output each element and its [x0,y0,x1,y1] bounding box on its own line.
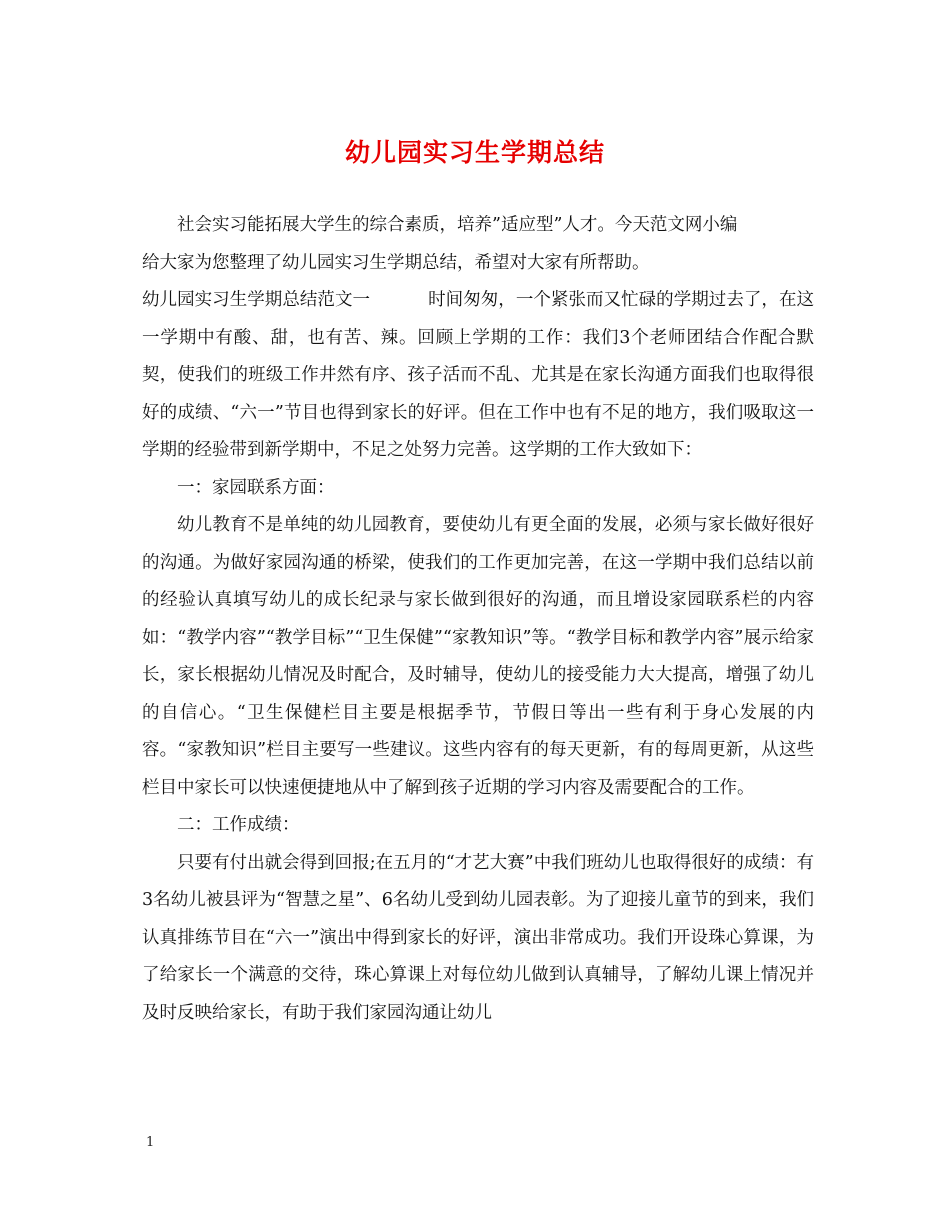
section-2-heading: 二：工作成绩： [177,815,300,835]
intro-paragraph [142,207,814,282]
sample-paragraph-rest: 在这一学期中有酸、甜，也有苦、辣。回顾上学期的工作：我们3个老师团结合作配合默契，使我们的班级工作井然有序、孩子活而不乱、尤其是在家长沟通方面我们也取得很好的成绩、“六一”节目也得到家长的好评。但在工作中也有不足的地方，我们吸取这一学期的经验带到新学期中，不足之处努力完善。这学期的工作大致如下： [142,290,815,460]
sample-first-line: 时间匆匆，一个紧张而又忙碌的学期过去了， [428,290,779,310]
section-2-body: 只要有付出就会得到回报;在五月的“才艺大赛”中我们班幼儿也取得很好的成绩：有3名幼儿被县评为“智慧之星”、6名幼儿受到幼儿园表彰。为了迎接儿童节的到来，我们认真排练节目在“六一”演出中得到家长的好评，演出非常成功。我们开设珠心算课，为了给家长一个满意的交待，珠心算课上对每位幼儿做到认真辅导，了解幼儿课上情况并及时反映给家长，有助于我们家园沟通让幼儿 [142,852,814,1023]
sample-heading: 幼儿园实习生学期总结范文一 [142,290,371,310]
intro-line-1: 社会实习能拓展大学生的综合素质，培养”适应型”人才。今天范文网小编 [177,215,738,235]
sample-paragraph [142,282,814,470]
page-number: 1 [146,1135,155,1150]
section-1-heading: 一：家园联系方面： [177,477,335,498]
section-1-body: 幼儿教育不是单纯的幼儿园教育，要使幼儿有更全面的发展，必须与家长做好很好的沟通。为做好家园沟通的桥梁，使我们的工作更加完善，在这一学期中我们总结以前的经验认真填写幼儿的成长纪录与家长做到很好的沟通，而且增设家园联系栏的内容如：“教学内容”“教学目标”“卫生保健”“家教知识”等。“教学目标和教学内容”展示给家长，家长根据幼儿情况及时配合，及时辅导，使幼儿的接受能力大大提高，增强了幼儿的自信心。“卫生保健栏目主要是根据季节，节假日等出一些有利于身心发展的内容。“家教知识”栏目主要写一些建议。这些内容有的每天更新，有的每周更新，从这些栏目中家长可以快速便捷地从中了解到孩子近期的学习内容及需要配合的工作。 [142,515,814,798]
intro-line-2: 给大家为您整理了幼儿园实习生学期总结，希望对大家有所帮助。 [142,252,650,273]
document-body [142,207,814,1032]
document-title: 幼儿园实习生学期总结 [344,138,605,167]
